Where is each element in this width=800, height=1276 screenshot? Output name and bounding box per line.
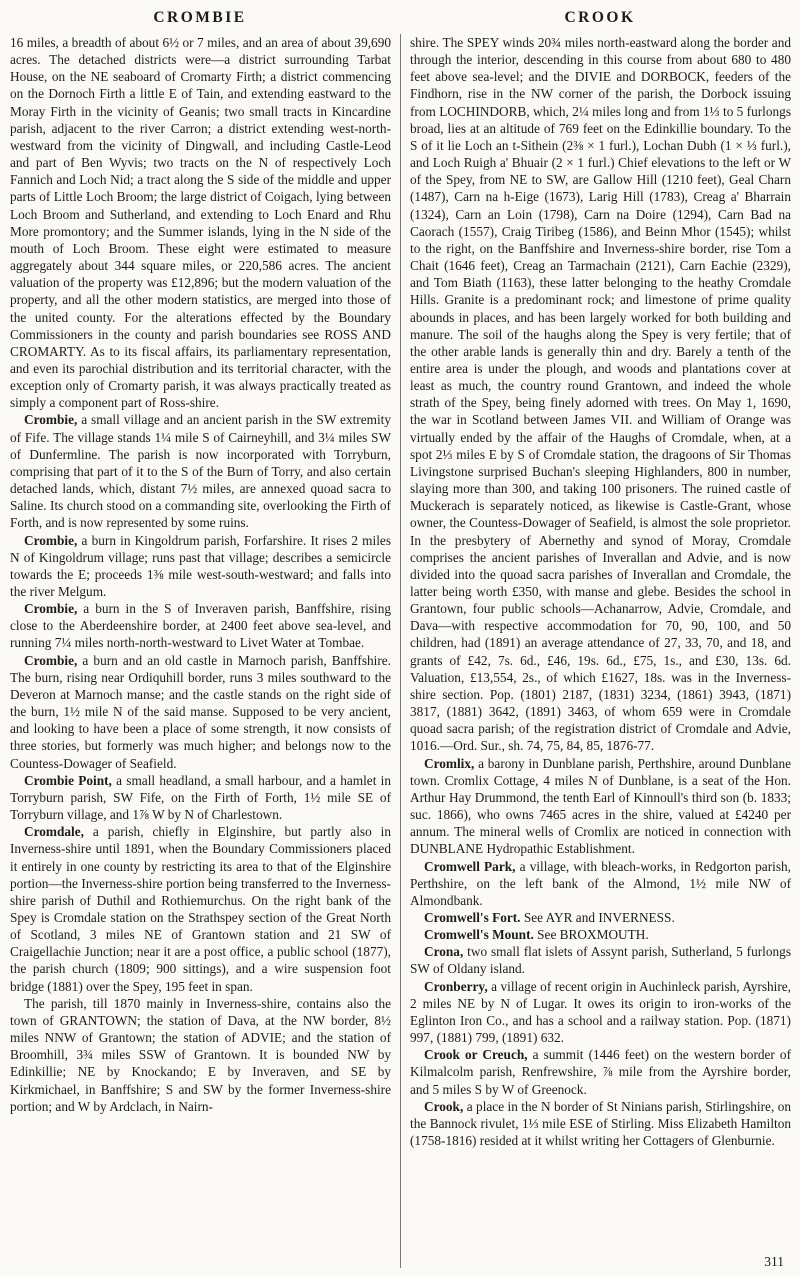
- entry-text: two small flat islets of Assynt parish, Sutherland, 5 furlongs SW of Oldany island.: [410, 944, 791, 977]
- entry-text: a barony in Dunblane parish, Perthshire, around Dunblane town. Cromlix Cottage, 4 miles N of Dunblane, is a seat of the Hon. Arthur Hay Drummond, the tenth Earl of Kinnoull's third son (b. 1833; suc. 1866), who owns 7465 acres in the shire, valued at £4240 per annum. The mineral wells of Cromlix are noticed in connection with DUNBLANE Hydropathic Establishment.: [410, 755, 791, 857]
- left-column: [10, 34, 400, 1268]
- entry-text: a village, with bleach-works, in Redgorton parish, Perthshire, on the left bank of the Almond, 1½ mile NW of Almondbank.: [410, 858, 791, 908]
- entry-text: The parish, till 1870 mainly in Inverness-shire, contains also the town of GRANTOWN; the station of Dava, at the NW border, 8½ miles NNW of Grantown; the station of ADVIE; and the station of Broomhill, 3¾ miles SSW of Grantown. It is bounded NW by Edinkillie; NE by Knockando; E by Inveraven, and SE by Kirkmichael, in Banffshire; S and SW by the former Inverness-shire portion; and W by Ardclach, in Nairn-: [10, 995, 391, 1114]
- columns: [0, 27, 800, 1268]
- entry-term: Cromwell Park,: [424, 858, 516, 874]
- entry-paragraph: [10, 600, 391, 651]
- entry-term: Crombie,: [24, 652, 78, 668]
- entry-text: a burn in Kingoldrum parish, Forfarshire. It rises 2 miles N of Kingoldrum village; runs past that village; describes a semicircle towards the E; proceeds 1⅜ mile west-south-westward; and falls into the river Melgum.: [10, 532, 391, 599]
- entry-text: a village of recent origin in Auchinleck parish, Ayrshire, 2 miles NE by N of Lugar. It owes its origin to iron-works of the Eglinton Iron Co., and has a school and a railway station. Pop. (1871) 997, (1881) 799, (1891) 632.: [410, 978, 791, 1046]
- entry-paragraph: [410, 926, 791, 943]
- right-column: [401, 34, 791, 1268]
- entry-term: Crombie,: [24, 532, 78, 548]
- entry-paragraph: [410, 943, 791, 977]
- entry-text: a summit (1446 feet) on the western border of Kilmalcolm parish, Renfrewshire, ⅞ mile from the Ayrshire border, and 5 miles S by W of Greenock.: [410, 1047, 791, 1097]
- entry-paragraph: [410, 1046, 791, 1097]
- entry-paragraph: [10, 652, 391, 772]
- entry-text: a small village and an ancient parish in the SW extremity of Fife. The village stands 1¼ mile S of Cairneyhill, and 3¼ miles SW of Dunfermline. The parish is now incorporated with Torryburn, comprising that part of it to the S of the Burn of Torry, and also certain detached lands, which, distant 7½ miles, are annexed quoad sacra to Saline. Its church stood on a commanding site, overlooking the Firth of Forth, and is now represented by some ruins.: [10, 412, 391, 531]
- entry-paragraph: [10, 995, 391, 1115]
- entry-paragraph: [410, 978, 791, 1047]
- right-running-head: CROOK: [564, 9, 636, 26]
- entry-text: 16 miles, a breadth of about 6½ or 7 miles, and an area of about 39,690 acres. The detached districts were—a district surrounding Tarbat House, on the NE seaboard of Cromarty Firth; a district commencing on the Dornoch Firth a little E of Tain, and extending eastward to the Moray Firth in the vicinity of Geanis; two small tracts in Kincardine parish, adjacent to the river Carron; a district extending west-north-westward from the vicinity of Dingwall, and including Castle-Leod and part of Ben Wyvis; two tracts on the N of respectively Loch Fannich and Loch Nid; a tract along the S side of the middle and upper parts of Little Loch Broom; the large district of Coigach, lying between Loch Broom and Sutherland, and extending to Loch Enard and Rhu More promontory; and the Summer islands, lying in the N side of the mouth of Loch Broom. These eight were estimated to measure aggregately about 344 square miles, or 220,586 acres. The ancient valuation of the property was £12,896; but the modern valuation of the property, and all the other modern statistics, are merged into those of the united county. For the alterations effected by the Boundary Commissioners in the county and parish boundaries see ROSS AND CROMARTY. As to its fiscal affairs, its parliamentary representation, and even its parochial distribution and its territorial character, with the exception only of Cromarty parish, it was always practically treated as simply a component part of Ross-shire.: [10, 35, 391, 411]
- entry-text: a parish, chiefly in Elginshire, but partly also in Inverness-shire until 1891, when the Boundary Commissioners placed it entirely in one county by restricting its area to that of the Elginshire portion—the Inverness-shire portion being transferred to the Inverness-shire parish of Duthil and Rothiemurchus. On the right bank of the Spey is Cromdale station on the Strathspey section of the Great North of Scotland, 3 miles NE of Grantown station and 21 SW of Craigellachie Junction; near it are a post office, a public school (1877), the parish church (1809; 900 sittings), and a wire suspension foot bridge (1881) over the Spey, 195 feet in span.: [10, 824, 391, 994]
- entry-text: a burn and an old castle in Marnoch parish, Banffshire. The burn, rising near Ordiquhill border, runs 3 miles southward to the Deveron at Marnoch manse; and the castle stands on the right side of the burn, 1½ mile N of the said manse. Supposed to be very ancient, and looking to have been a place of some strength, it now consists of three stories, but formerly was much higher; and belongs now to the Countess-Dowager of Seafield.: [10, 652, 391, 771]
- entry-paragraph: [10, 411, 391, 531]
- entry-term: Cromwell's Mount.: [424, 927, 534, 943]
- entry-paragraph: [10, 532, 391, 601]
- entry-text: See AYR and INVERNESS.: [520, 909, 675, 925]
- entry-term: Cronberry,: [424, 978, 488, 994]
- entry-paragraph: [10, 823, 391, 995]
- left-running-head: CROMBIE: [153, 9, 247, 26]
- entry-term: Cromwell's Fort.: [424, 909, 521, 925]
- entry-paragraph: [410, 34, 791, 755]
- entry-paragraph: [10, 772, 391, 823]
- page-number: 311: [764, 1254, 784, 1269]
- entry-paragraph: [410, 1098, 791, 1149]
- running-heads: [0, 0, 800, 27]
- entry-term: Cromdale,: [24, 824, 84, 840]
- entry-text: a place in the N border of St Ninians parish, Stirlingshire, on the Bannock rivulet, 1⅓ mile ESE of Stirling. Miss Elizabeth Hamilton (1758-1816) resided at it whilst writing her Cottagers of Glenburnie.: [410, 1098, 791, 1148]
- entry-term: Crombie,: [24, 412, 78, 428]
- entry-text: shire. The SPEY winds 20¾ miles north-eastward along the border and through the interior, descending in this course from about 680 to 480 feet above sea-level; and the DIVIE and DORBOCK, feeders of the Findhorn, rise in the NW corner of the parish, the Dorbock issuing from LOCHINDORB, which, 2¼ miles long and from 1⅓ to 5 furlongs broad, lies at an altitude of 769 feet on the Edinkillie boundary. To the S of it lie Loch an t-Sithein (2⅜ × 1 furl.), Lochan Dubh (1 × ⅓ furl.), and Loch Ruigh a' Bhuair (2 × 1 furl.) Chief elevations to the left or W of the Spey, from NE to SW, are Gallow Hill (1210 feet), Geal Charn (1487), Carn na h-Eige (1673), Larig Hill (1783), Creag a' Bharrain (1324), Carn an Loin (1798), Carn na Doire (1294), Carn Bad na Caorach (1557), Craig Tiribeg (1586), and Beinn Mhor (1545); whilst to the right, on the Banffshire and Inverness-shire border, rise Tom a Chait (1646 feet), Creag an Tarmachain (2121), Carn Eachie (2329), and Tom Biath (1163), these latter belonging to the heathy Cromdale Hills. Granite is a predominant rock; and limestone of prime quality abounds in places, and has been largely worked for both building and manure. The soil of the haughs along the Spey is very fertile; that of the other arable lands is generally thin and dry. Barely a tenth of the entire area is under the plough, and woods and plantations cover at least as much, the country round Grantown, and indeed the whole strath of the Spey, being finely adorned with trees. On May 1, 1690, the war in Scotland between James VII. and William of Orange was virtually ended by the affair of the Haughs of Cromdale, when, at a spot 2⅓ miles E by S of Cromdale station, the dragoons of Sir Thomas Livingstone surprised Buchan's sleeping Highlanders, 800 in number, slaying more than 300, and taking 100 prisoners. The ruined castle of Muckerach is separately noticed, as likewise is Castle-Grant, whose owner, the Countess-Dowager of Seafield, is almost the sole proprietor. In the presbytery of Abernethy and synod of Moray, Cromdale comprises the ancient parishes of Inverallan and Advie, and is now divided into the quoad sacra parishes of Inverallan and Cromdale, the latter being worth £350, with manse and glebe. Besides the school in Grantown, four public schools—Achanarrow, Advie, Cromdale, and Dava—with respective accommodation for 70, 90, 100, and 50 children, had (1891) an average attendance of 27, 33, 70, and 18, and grants of £42, 7s. 6d., £46, 19s. 6d., £75, 1s., and £30, 13s. 6d. Valuation, £13,554, 2s., of which £1627, 18s. was in the Inverness-shire section. Pop. (1801) 2187, (1831) 3234, (1861) 3943, (1871) 3817, (1881) 3642, (1891) 3463, of whom 659 were in Cromdale quoad sacra parish; of the registration district of Cromdale and Advie, 1016.—Ord. Sur., sh. 74, 75, 84, 85, 1876-77.: [410, 35, 791, 754]
- entry-term: Cromlix,: [424, 755, 475, 771]
- entry-paragraph: [410, 755, 791, 858]
- entry-text: a small headland, a small harbour, and a hamlet in Torryburn parish, SW Fife, on the Firth of Forth, 1½ mile SE of Torryburn village, and 1⅞ W by N of Charlestown.: [10, 772, 391, 823]
- entry-text: See BROXMOUTH.: [533, 927, 649, 943]
- entry-term: Crombie Point,: [24, 772, 112, 788]
- entry-paragraph: [410, 909, 791, 926]
- entry-paragraph: [10, 34, 391, 411]
- entry-term: Crook,: [424, 1098, 464, 1114]
- entry-paragraph: [410, 858, 791, 909]
- entry-term: Crona,: [424, 944, 464, 960]
- entry-term: Crook or Creuch,: [424, 1047, 528, 1063]
- entry-text: a burn in the S of Inveraven parish, Banffshire, rising close to the Aberdeenshire border, at 2400 feet above sea-level, and running 7¼ miles north-north-westward to Livet Water at Tombae.: [10, 601, 391, 651]
- entry-term: Crombie,: [24, 601, 78, 617]
